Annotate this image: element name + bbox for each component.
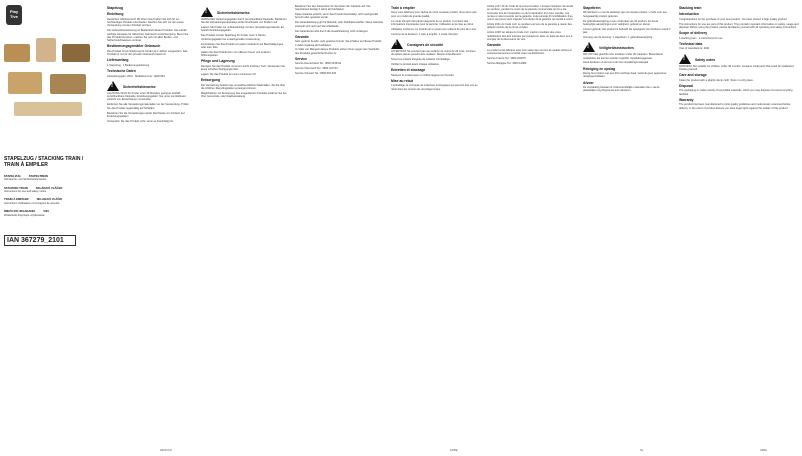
warning-icon [583,42,595,52]
brand-logo: Play Tive [6,5,22,25]
page-number: GB/IE [760,449,767,452]
column-de-safety: ! Sicherheitshinweise WARNUNG! Verletzungsgefahr durch verschluckbare Kleinteile. Bewahren Sie die Verpackungsmaterialien außer Reichweite von Kindern auf. Lassen Sie Kinder nie unbeaufsichtigt mit dem Verpackungsmaterial. Es besteht Erstickungsgefahr. Das Produkt ist kein Spielzeug für Kinder unter 3 Jahren. Verletzungsgefahr bei unsachgemäßer Anwendung. Kontrollieren Sie das Produkt vor jedem Gebrauch auf Beschädigungen oder lose Teile. Halten Sie das Produkt fern von offenem Feuer und anderen Wärmequellen. Pflege und Lagerung Reinigen Sie das Produkt mit einem leicht feuchten Tuch. Verwenden Sie keine scharfen Reinigungsmittel. Lagern Sie das Produkt an einem trockenen Ort. Entsorgung Die Verpackung besteht aus umweltfreundlichen Materialien, die Sie über die örtlichen Recyclingstellen entsorgen können. Möglichkeiten zur Entsorgung des ausgedienten Produkts erfahren Sie bei Ihrer Gemeinde- oder Stadtverwaltung. [198,0,290,456]
page-number: DE/AT/CH [160,449,172,452]
page-number: FR/BE [450,449,458,452]
column-de: Stapelzug Einleitung Herzlichen Glückwunsch! Mit Ihrem Kauf haben Sie sich für ein hochwertiges Produkt entschieden. Machen Sie sich vor der ersten Verwendung mit dem Produkt vertraut. Die Gebrauchsanweisung ist Bestandteil dieses Produkts. Sie enthält wichtige Hinweise für Sicherheit, Gebrauch und Entsorgung. Bevor Sie das Produkt benutzen, machen Sie sich mit allen Bedien- und Sicherheitshinweisen vertraut. Bestimmungsgemäßer Gebrauch Das Produkt ist als Spielzeug für Kinder ab 2 Jahren vorgesehen. Das Produkt ist nur für den privaten Gebrauch bestimmt. Lieferumfang 1 Stapelzug 1 Bedienungsanleitung Technische Daten Herstellungsjahr: 2021 Modellnummer: HG07063 ! Sicherheitshinweise ACHTUNG! Nicht für Kinder unter 36 Monaten geeignet. Enthält verschluckbare Kleinteile. Erstickungsgefahr. Nur unter unmittelbarer Aufsicht von Erwachsenen verwenden. Entfernen Sie alle Verpackungsmaterialien vor der Verwendung. Prüfen Sie das Produkt regelmäßig auf Schäden. Bewahren Sie die Verpackungen außer Reichweite von Kindern auf. Erstickungsgefahr! Verwenden Sie das Produkt nicht, wenn es beschädigt ist. [104,0,196,456]
warning-icon [107,81,119,91]
column-en: Stacking train Introduction Congratulations on the purchase of your new product. You have chosen a high quality product. The instructions for use are part of this product. They contain important information on safety, usage and disposal. Before using the product, please familiarise yourself with all operating and safety instructions. Scope of delivery 1 stacking train 1 instructions for use Technical data Year of manufacture: 2021 ! Safety notes WARNING! Not suitable for children under 36 months. Contains small parts that could be swallowed. Choking hazard. Care and storage Clean the product with a slightly damp cloth. Store in a dry place. Disposal The packaging is made entirely of recyclable materials, which you may dispose of at local recycling facilities. Warranty The product has been manufactured to strict quality guidelines and meticulously examined before delivery. In the event of product defects you have legal rights against the retailer of this product. [676,0,802,456]
section-heading-nl: Stapeltrein [583,6,601,10]
column-de-warranty: Bewahren Sie den Kassenbon für die Dauer der Garantie auf. Die Garantiezeit beträgt 3 Jahre ab Kaufdatum. Diese Garantie erlischt, wenn das Produkt beschädigt, nicht sachgemäß benutzt oder gewartet wurde. Die Garantieleistung gilt für Material- oder Fabrikationsfehler. Diese Garantie erstreckt sich nicht auf Verschleißteile. Die Garantiezeit wird durch die Gewährleistung nicht verlängert. Garantie Sehr geehrte Kundin, sehr geehrter Kunde, Sie erhalten auf dieses Produkt 3 Jahre Garantie ab Kaufdatum. Im Falle von Mängeln dieses Produkts stehen Ihnen gegen den Verkäufer des Produkts gesetzliche Rechte zu. Service Service Deutschland Tel.: 0800 5435111 Service Österreich Tel.: 0800 447744 Service Schweiz Tel.: 0800 563 333 [295,5,383,76]
cover-title: STAPELZUG / STACKING TRAIN / TRAIN À EMPILER [4,156,84,168]
cover-column [0,0,96,456]
section-heading-en: Stacking train [679,6,702,10]
column-fr-warranty: Article L217-16 du Code de la consommation: Lorsque l'acheteur demande au vendeur, pendant le cours de la garantie commerciale qui lui a été consentie lors de l'acquisition ou de la réparation d'un bien meuble, une remise en état couverte par la garantie, toute période d'immobilisation d'au moins sept jours vient s'ajouter à la durée de la garantie qui restait à courir. Article 1641 du Code civil: Le vendeur est tenu de la garantie à raison des défauts cachés de la chose vendue. Article 1648 1er alinéa du Code civil: L'action résultant des vices rédhibitoires doit être intentée par l'acquéreur dans un délai de deux ans à compter de la découverte du vice. Garantie Le produit a été fabriqué avec soin selon des normes de qualité strictes et consciencieusement contrôlé avant sa distribution. Service France Tel.: 0800 919270 Service Belgique Tel.: 0800 12089 [487,5,574,65]
ian-box: IAN 367279_2101 [4,235,76,246]
column-nl: Stapeltrein Wij feliciteren u met de aankoop van uw nieuwe product. U hebt voor een hoogwaardig product gekozen. De gebruiksaanwijzing is een onderdeel van dit product. Ze bevat belangrijke aanwijzingen voor veiligheid, gebruik en afvoer. Correct gebruik: Het product is bedoeld als speelgoed voor kinderen vanaf 2 jaar. Omvang van de levering: 1 stapeltrein, 1 gebruiksaanwijzing. ! Veiligheidsinstructies LET OP! Niet geschikt voor kinderen onder 36 maanden. Bevat kleine onderdelen die kunnen worden ingeslikt. Verstikkingsgevaar. Houd kinderen uit de buurt van het verpakkingsmateriaal. Reiniging en opslag Reinig het product met een licht vochtige doek. Gebruik geen agressieve reinigingsmiddelen. Afvoer De verpakking bestaat uit milieuvriendelijke materialen die u via de plaatselijke recyclingcentra kunt afvoeren. [580,0,674,456]
warning-icon [679,54,691,64]
page-number: NL [640,449,644,452]
section-heading-fr: Train à empiler [391,6,415,10]
warning-icon [391,39,403,49]
language-list: STAPELZUG STAPELTREIN Gebrauchs- und Sicherheitshinweise STACKING TRAIN SKLÁDACÍ VLÁČEK Instructions for use and safety notice TRAIN À EMPILER SKLADACÍ VLÁČIK Instructions d'utilisation et consignes de sécurité WIEŻA DO UKŁADANIA VIKI Wskazówki dotyczące użytkowania [4,174,63,217]
product-images [0,30,96,130]
section-heading: Stapelzug [107,6,124,10]
column-fr: Train à empiler Nous vous félicitons pour l'achat de votre nouveau produit. Vous avez opté pour un produit de grande qualité. Le mode d'emploi fait partie intégrante de ce produit. Il contient des informations importantes pour la sécurité, l'utilisation et la mise au rebut. Utilisation conforme: Le produit est un jouet pour enfants de plus de 2 ans. Contenu de la livraison: 1 train à empiler, 1 mode d'emploi. ! Consignes de sécurité ATTENTION! Ne convient pas aux enfants de moins de 36 mois. Contient de petites pièces pouvant être avalées. Risque d'étouffement. Tenez les enfants éloignés du matériel d'emballage. Vérifiez le produit avant chaque utilisation. Entretien et stockage Nettoyez le produit avec un chiffon légèrement humide. Mise au rebut L'emballage se compose de matériaux écologiques qui peuvent être mis au rebut dans les centres de recyclage locaux. [388,0,482,456]
warning-icon [201,7,213,17]
